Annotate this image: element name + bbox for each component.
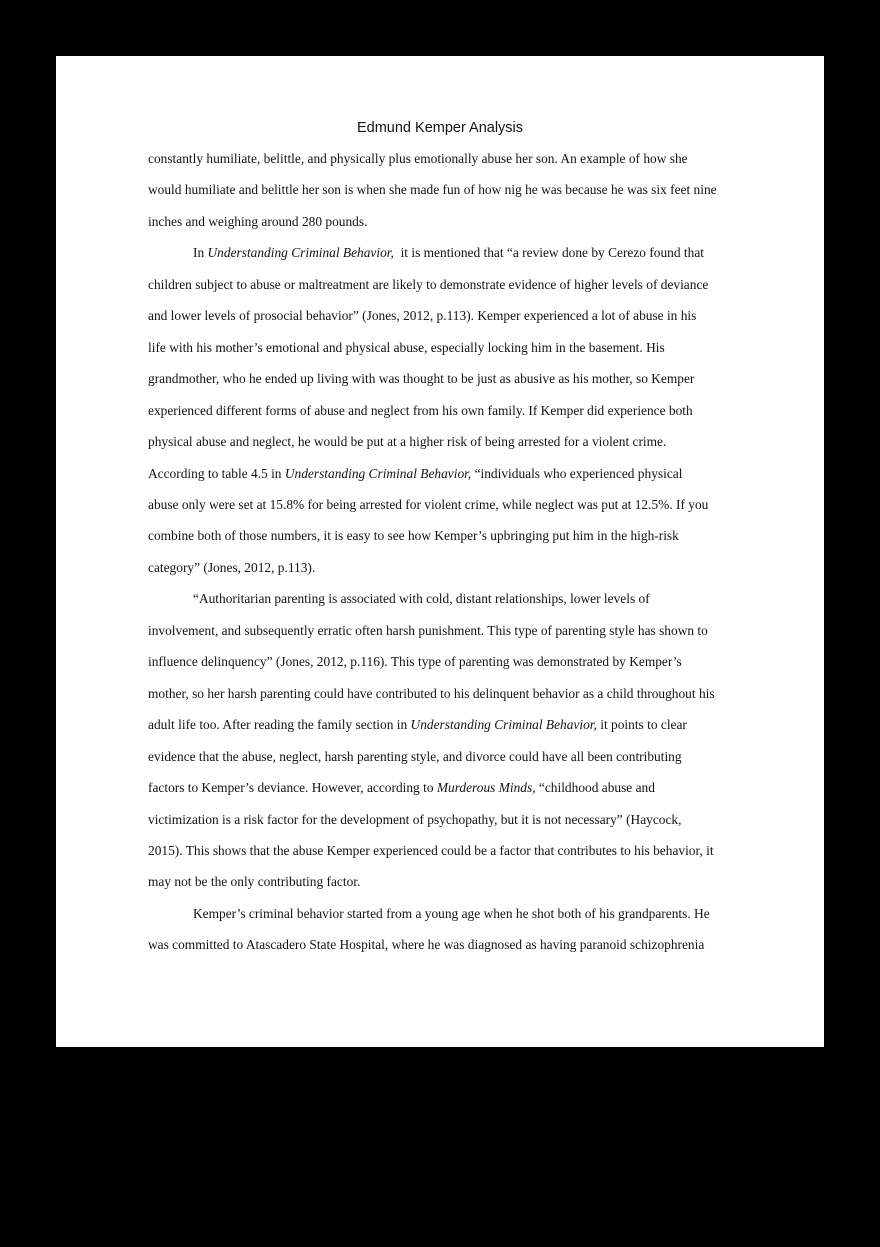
- text-line: [148, 395, 748, 426]
- text-segment: evidence that the abuse, neglect, harsh parenting style, and divorce could have all been contributing: [148, 748, 682, 764]
- text-line: [148, 269, 748, 300]
- italic-text-segment: Murderous Minds,: [436, 780, 536, 796]
- text-line: [148, 300, 748, 331]
- text-segment: “individuals who experienced physical: [471, 465, 683, 481]
- text-line: [148, 363, 748, 394]
- text-segment: was committed to Atascadero State Hospital, where he was diagnosed as having paranoid schizophrenia: [148, 937, 705, 953]
- text-line: [148, 866, 748, 897]
- text-segment: “childhood abuse and: [535, 780, 655, 796]
- document-body: [148, 143, 748, 961]
- text-line: [148, 615, 748, 646]
- text-segment: “Authoritarian parenting is associated with cold, distant relationships, lower levels of: [193, 591, 650, 607]
- text-segment: 2015). This shows that the abuse Kemper experienced could be a factor that contributes to his behavior, it: [148, 842, 714, 858]
- text-segment: grandmother, who he ended up living with was thought to be just as abusive as his mother, so Kemper: [148, 371, 695, 387]
- text-line: [148, 709, 748, 740]
- text-segment: physical abuse and neglect, he would be put at a higher risk of being arrested for a violent crime.: [148, 434, 667, 450]
- text-segment: factors to Kemper’s deviance. However, according to: [148, 780, 437, 796]
- text-segment: inches and weighing around 280 pounds.: [148, 213, 368, 229]
- text-segment: mother, so her harsh parenting could have contributed to his delinquent behavior as a child throughout his: [148, 685, 715, 701]
- text-line: [148, 520, 748, 551]
- text-line: [148, 206, 748, 237]
- text-line: [148, 489, 748, 520]
- text-segment: would humiliate and belittle her son is when she made fun of how nig he was because he was six feet nine: [148, 182, 717, 198]
- text-line: [148, 552, 748, 583]
- text-line: [148, 458, 748, 489]
- text-line: [148, 583, 748, 614]
- text-line: [148, 929, 748, 960]
- text-line: [148, 741, 748, 772]
- text-line: [148, 804, 748, 835]
- document-title: Edmund Kemper Analysis: [356, 120, 524, 136]
- text-segment: influence delinquency” (Jones, 2012, p.116). This type of parenting was demonstrated by Kemper’s: [148, 654, 682, 670]
- text-segment: and lower levels of prosocial behavior” (Jones, 2012, p.113). Kemper experienced a lot of abuse in his: [148, 308, 697, 324]
- text-segment: life with his mother’s emotional and physical abuse, especially locking him in the basement. His: [148, 339, 665, 355]
- italic-text-segment: Understanding Criminal Behavior,: [410, 717, 597, 733]
- text-segment: Kemper’s criminal behavior started from a young age when he shot both of his grandparents. He: [193, 905, 710, 921]
- text-segment: abuse only were set at 15.8% for being arrested for violent crime, while neglect was put at 12.5%. If you: [148, 496, 709, 512]
- italic-text-segment: Understanding Criminal Behavior,: [284, 465, 472, 481]
- text-segment: may not be the only contributing factor.: [148, 874, 361, 890]
- text-line: [148, 835, 748, 866]
- text-segment: children subject to abuse or maltreatment are likely to demonstrate evidence of higher levels of deviance: [148, 276, 709, 292]
- text-segment: constantly humiliate, belittle, and physically plus emotionally abuse her son. An example of how she: [148, 151, 688, 166]
- text-segment: it points to clear: [596, 717, 687, 733]
- text-line: [148, 143, 748, 174]
- text-segment: experienced different forms of abuse and neglect from his own family. If Kemper did experience both: [148, 402, 693, 418]
- text-line: [148, 646, 748, 677]
- text-segment: In: [193, 245, 208, 261]
- text-line: [148, 332, 748, 363]
- text-segment: it is mentioned that “a review done by Cerezo found that: [393, 245, 704, 261]
- text-segment: combine both of those numbers, it is easy to see how Kemper’s upbringing put him in the high-risk: [148, 528, 679, 544]
- text-segment: category” (Jones, 2012, p.113).: [148, 559, 316, 575]
- text-line: [148, 237, 748, 268]
- text-line: [148, 426, 748, 457]
- text-segment: victimization is a risk factor for the development of psychopathy, but it is not necessary” (Haycock,: [148, 811, 682, 827]
- text-line: [148, 898, 748, 929]
- text-segment: adult life too. After reading the family section in: [148, 717, 411, 733]
- document-page: [56, 56, 824, 1047]
- text-segment: According to table 4.5 in: [148, 465, 285, 481]
- text-line: [148, 174, 748, 205]
- text-line: [148, 772, 748, 803]
- italic-text-segment: Understanding Criminal Behavior,: [207, 245, 394, 261]
- text-line: [148, 678, 748, 709]
- text-segment: involvement, and subsequently erratic often harsh punishment. This type of parenting style has shown to: [148, 622, 708, 638]
